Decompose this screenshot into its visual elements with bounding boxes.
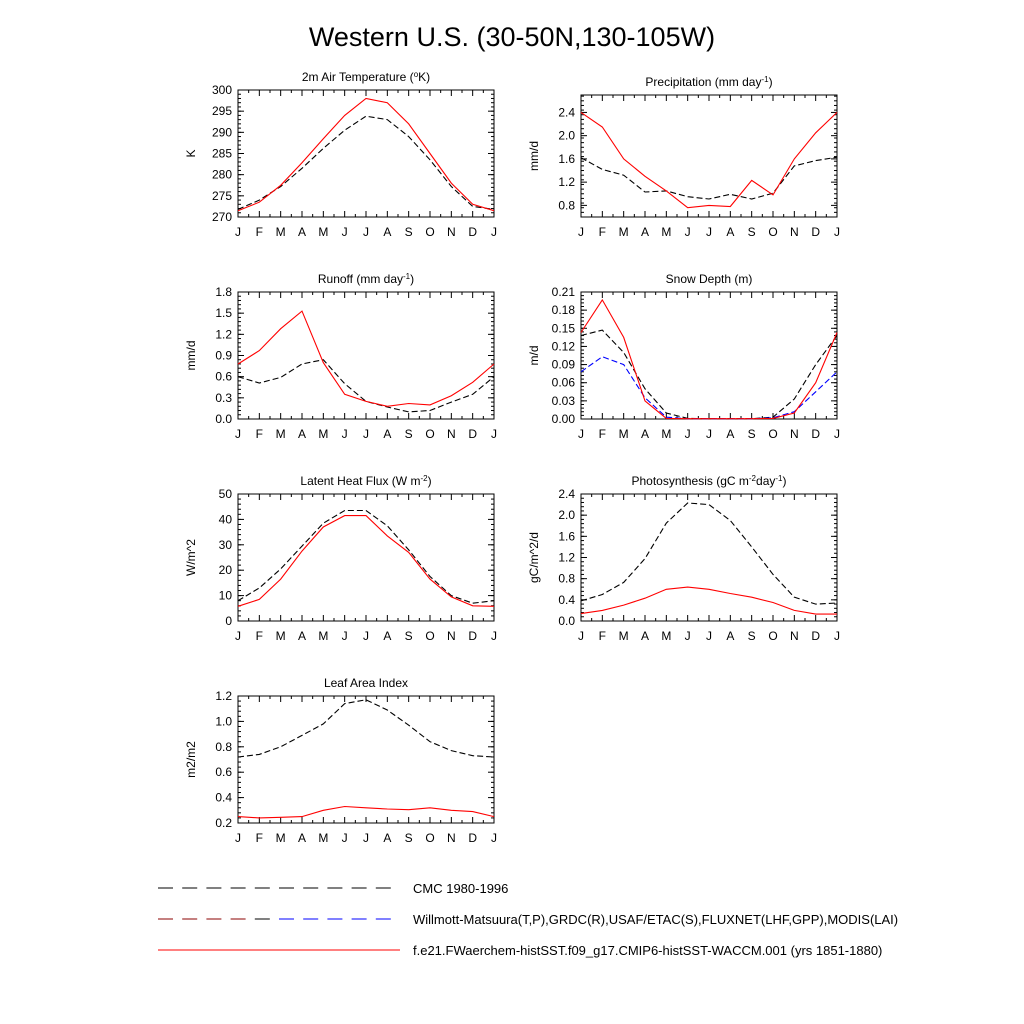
- x-tick-label: M: [318, 629, 329, 643]
- y-tick-label: 0.21: [551, 285, 575, 299]
- x-tick-label: A: [640, 629, 650, 643]
- x-tick-label: M: [318, 225, 329, 239]
- x-tick-label: F: [598, 225, 607, 239]
- chart-panel: [527, 75, 840, 240]
- x-tick-label: F: [255, 427, 264, 441]
- plot-frame: [238, 696, 494, 823]
- x-tick-label: J: [491, 629, 497, 643]
- x-tick-label: O: [425, 427, 435, 441]
- x-tick-label: A: [383, 225, 392, 239]
- y-tick-label: 40: [218, 512, 232, 527]
- x-tick-label: A: [383, 629, 392, 643]
- y-tick-label: 1.2: [215, 689, 232, 703]
- x-tick-label: A: [297, 831, 307, 845]
- x-tick-label: J: [706, 225, 712, 239]
- x-tick-label: F: [255, 629, 264, 643]
- x-tick-label: N: [446, 225, 456, 239]
- y-tick-label: 2.4: [558, 487, 575, 501]
- plot-frame: [238, 494, 494, 621]
- legend-entry: [158, 912, 898, 927]
- x-tick-label: M: [275, 629, 286, 643]
- x-tick-label: O: [425, 225, 435, 239]
- x-tick-label: J: [684, 427, 691, 441]
- x-tick-label: N: [789, 629, 799, 643]
- y-tick-label: 0.3: [215, 390, 232, 405]
- x-tick-label: A: [726, 427, 735, 441]
- x-tick-label: J: [235, 831, 241, 845]
- y-tick-label: 50: [218, 487, 232, 501]
- series-line: [581, 157, 837, 199]
- x-tick-label: M: [618, 225, 629, 239]
- x-tick-label: J: [363, 831, 369, 845]
- panel-title: Photosynthesis (gC $m^{-2}day^{-1}$): [631, 473, 787, 488]
- y-tick-label: 290: [211, 125, 232, 140]
- x-tick-label: N: [446, 629, 456, 643]
- y-tick-label: 280: [211, 167, 232, 182]
- series-line: [581, 330, 837, 419]
- plot-frame: [581, 494, 837, 621]
- y-tick-label: 1.2: [558, 175, 575, 190]
- x-tick-label: N: [446, 831, 456, 845]
- chart-panel: [184, 474, 497, 644]
- panel-title: Snow Depth (m): [665, 272, 753, 286]
- series-line: [238, 99, 494, 211]
- y-tick-label: 0.9: [215, 348, 232, 363]
- y-tick-label: 0.0: [558, 614, 575, 628]
- x-tick-label: D: [468, 225, 478, 239]
- y-axis-label: K: [184, 149, 198, 158]
- series-line: [238, 116, 494, 209]
- x-tick-label: O: [425, 629, 435, 643]
- chart-panel: [527, 474, 840, 644]
- y-tick-label: 0.8: [215, 739, 232, 754]
- x-tick-label: J: [578, 225, 584, 239]
- x-tick-label: A: [726, 629, 735, 643]
- panel-title: Runoff (mm day$^{-1}$): [317, 271, 415, 286]
- y-tick-label: 1.5: [215, 306, 232, 321]
- series-line: [238, 511, 494, 604]
- series-line: [581, 357, 837, 419]
- x-tick-label: J: [235, 225, 241, 239]
- y-axis-label: m/d: [527, 345, 541, 366]
- y-tick-label: 0.00: [551, 412, 575, 426]
- y-tick-label: 0.12: [551, 339, 575, 354]
- y-tick-label: 0.06: [551, 375, 575, 390]
- panel-title: 2m Air Temperature ($^o$K): [301, 69, 431, 84]
- x-tick-label: M: [661, 427, 672, 441]
- series-line: [238, 700, 494, 757]
- x-tick-label: J: [363, 225, 369, 239]
- x-tick-label: A: [297, 427, 307, 441]
- y-axis-label: mm/d: [527, 141, 541, 171]
- y-tick-label: 0.4: [558, 592, 575, 607]
- chart-panel: [184, 70, 497, 240]
- chart-panel: [184, 272, 497, 442]
- y-tick-label: 1.2: [215, 327, 232, 342]
- x-tick-label: N: [789, 427, 799, 441]
- y-tick-label: 0: [225, 614, 232, 628]
- y-axis-label: W/m^2: [184, 539, 198, 576]
- y-tick-label: 0.4: [215, 790, 232, 805]
- x-tick-label: J: [363, 427, 369, 441]
- y-axis-label: gC/m^2/d: [527, 532, 541, 583]
- x-tick-label: S: [404, 225, 413, 239]
- x-tick-label: J: [491, 427, 497, 441]
- x-tick-label: O: [768, 427, 778, 441]
- x-tick-label: F: [255, 831, 264, 845]
- x-tick-label: S: [404, 629, 413, 643]
- y-tick-label: 0.8: [558, 571, 575, 586]
- x-tick-label: J: [684, 629, 691, 643]
- y-tick-label: 0.6: [215, 765, 232, 780]
- plot-frame: [238, 90, 494, 217]
- x-tick-label: O: [425, 831, 435, 845]
- x-tick-label: J: [578, 427, 584, 441]
- x-tick-label: N: [789, 225, 799, 239]
- x-tick-label: J: [491, 831, 497, 845]
- x-tick-label: J: [341, 831, 348, 845]
- y-tick-label: 0.15: [551, 321, 575, 336]
- y-tick-label: 1.0: [215, 714, 232, 729]
- x-tick-label: J: [341, 629, 348, 643]
- x-tick-label: M: [318, 427, 329, 441]
- series-line: [238, 311, 494, 406]
- x-tick-label: A: [640, 225, 650, 239]
- series-line: [581, 300, 837, 419]
- y-tick-label: 10: [218, 588, 232, 603]
- series-line: [238, 807, 494, 818]
- x-tick-label: D: [468, 831, 478, 845]
- x-tick-label: J: [235, 629, 241, 643]
- y-axis-label: mm/d: [184, 340, 198, 371]
- x-tick-label: J: [578, 629, 584, 643]
- y-tick-label: 1.6: [558, 529, 575, 544]
- y-tick-label: 275: [211, 188, 232, 203]
- x-tick-label: F: [255, 225, 264, 239]
- x-tick-label: J: [235, 427, 241, 441]
- series-line: [238, 360, 494, 412]
- x-tick-label: A: [726, 225, 735, 239]
- y-tick-label: 0.6: [215, 369, 232, 384]
- x-tick-label: J: [341, 225, 348, 239]
- y-tick-label: 0.18: [551, 303, 575, 318]
- x-tick-label: D: [811, 427, 821, 441]
- x-tick-label: J: [684, 225, 691, 239]
- y-tick-label: 1.2: [558, 550, 575, 565]
- x-tick-label: A: [640, 427, 650, 441]
- y-tick-label: 1.8: [215, 285, 232, 299]
- y-tick-label: 30: [218, 537, 232, 552]
- x-tick-label: F: [598, 427, 607, 441]
- x-tick-label: S: [747, 427, 756, 441]
- x-tick-label: S: [404, 831, 413, 845]
- panel-title: Leaf Area Index: [323, 676, 409, 690]
- legend-entry: [158, 943, 882, 958]
- y-tick-label: 2.4: [558, 105, 575, 120]
- panel-title: Latent Heat Flux (W $m^{-2}$): [300, 473, 432, 488]
- y-tick-label: 0.2: [215, 816, 232, 830]
- x-tick-label: M: [618, 427, 629, 441]
- x-tick-label: M: [275, 427, 286, 441]
- legend-label: f.e21.FWaerchem-histSST.f09_g17.CMIP6-histSST-WACCM.001 (yrs 1851-1880): [413, 943, 883, 958]
- x-tick-label: J: [706, 629, 712, 643]
- y-tick-label: 295: [211, 104, 232, 119]
- plot-frame: [581, 292, 837, 419]
- y-tick-label: 2.0: [558, 508, 575, 523]
- x-tick-label: M: [661, 225, 672, 239]
- y-tick-label: 0.0: [215, 412, 232, 426]
- y-tick-label: 20: [218, 563, 232, 578]
- x-tick-label: A: [297, 629, 307, 643]
- y-tick-label: 0.8: [558, 198, 575, 213]
- x-tick-label: D: [468, 629, 478, 643]
- y-tick-label: 270: [211, 210, 232, 224]
- x-tick-label: S: [404, 427, 413, 441]
- x-tick-label: J: [834, 427, 840, 441]
- x-tick-label: J: [491, 225, 497, 239]
- legend-entry: [158, 881, 508, 896]
- chart-panel: [184, 676, 497, 845]
- chart-panel: [527, 272, 840, 441]
- x-tick-label: F: [598, 629, 607, 643]
- x-tick-label: O: [768, 225, 778, 239]
- x-tick-label: J: [706, 427, 712, 441]
- y-tick-label: 0.03: [551, 393, 575, 408]
- x-tick-label: A: [383, 831, 392, 845]
- y-tick-label: 285: [211, 146, 232, 161]
- x-tick-label: J: [834, 629, 840, 643]
- x-tick-label: A: [297, 225, 307, 239]
- x-tick-label: D: [811, 629, 821, 643]
- y-tick-label: 2.0: [558, 128, 575, 143]
- series-line: [238, 516, 494, 607]
- x-tick-label: D: [811, 225, 821, 239]
- x-tick-label: M: [275, 225, 286, 239]
- y-tick-label: 300: [211, 83, 232, 97]
- figure-title: Western U.S. (30-50N,130-105W): [308, 22, 716, 52]
- series-line: [581, 112, 837, 207]
- x-tick-label: J: [363, 629, 369, 643]
- x-tick-label: M: [275, 831, 286, 845]
- panel-title: Precipitation (mm day$^{-1}$): [645, 74, 773, 89]
- y-tick-label: 0.09: [551, 357, 575, 372]
- legend-label: Willmott-Matsuura(T,P),GRDC(R),USAF/ETAC(S),FLUXNET(LHF,GPP),MODIS(LAI): [413, 912, 899, 927]
- x-tick-label: D: [468, 427, 478, 441]
- x-tick-label: M: [661, 629, 672, 643]
- x-tick-label: O: [768, 629, 778, 643]
- x-tick-label: S: [747, 225, 756, 239]
- legend-label: CMC 1980-1996: [413, 881, 509, 896]
- x-tick-label: J: [834, 225, 840, 239]
- y-axis-label: m2/m2: [184, 741, 198, 778]
- x-tick-label: S: [747, 629, 756, 643]
- x-tick-label: N: [446, 427, 456, 441]
- x-tick-label: M: [618, 629, 629, 643]
- x-tick-label: M: [318, 831, 329, 845]
- y-tick-label: 1.6: [558, 151, 575, 166]
- x-tick-label: J: [341, 427, 348, 441]
- x-tick-label: A: [383, 427, 392, 441]
- series-line: [581, 587, 837, 614]
